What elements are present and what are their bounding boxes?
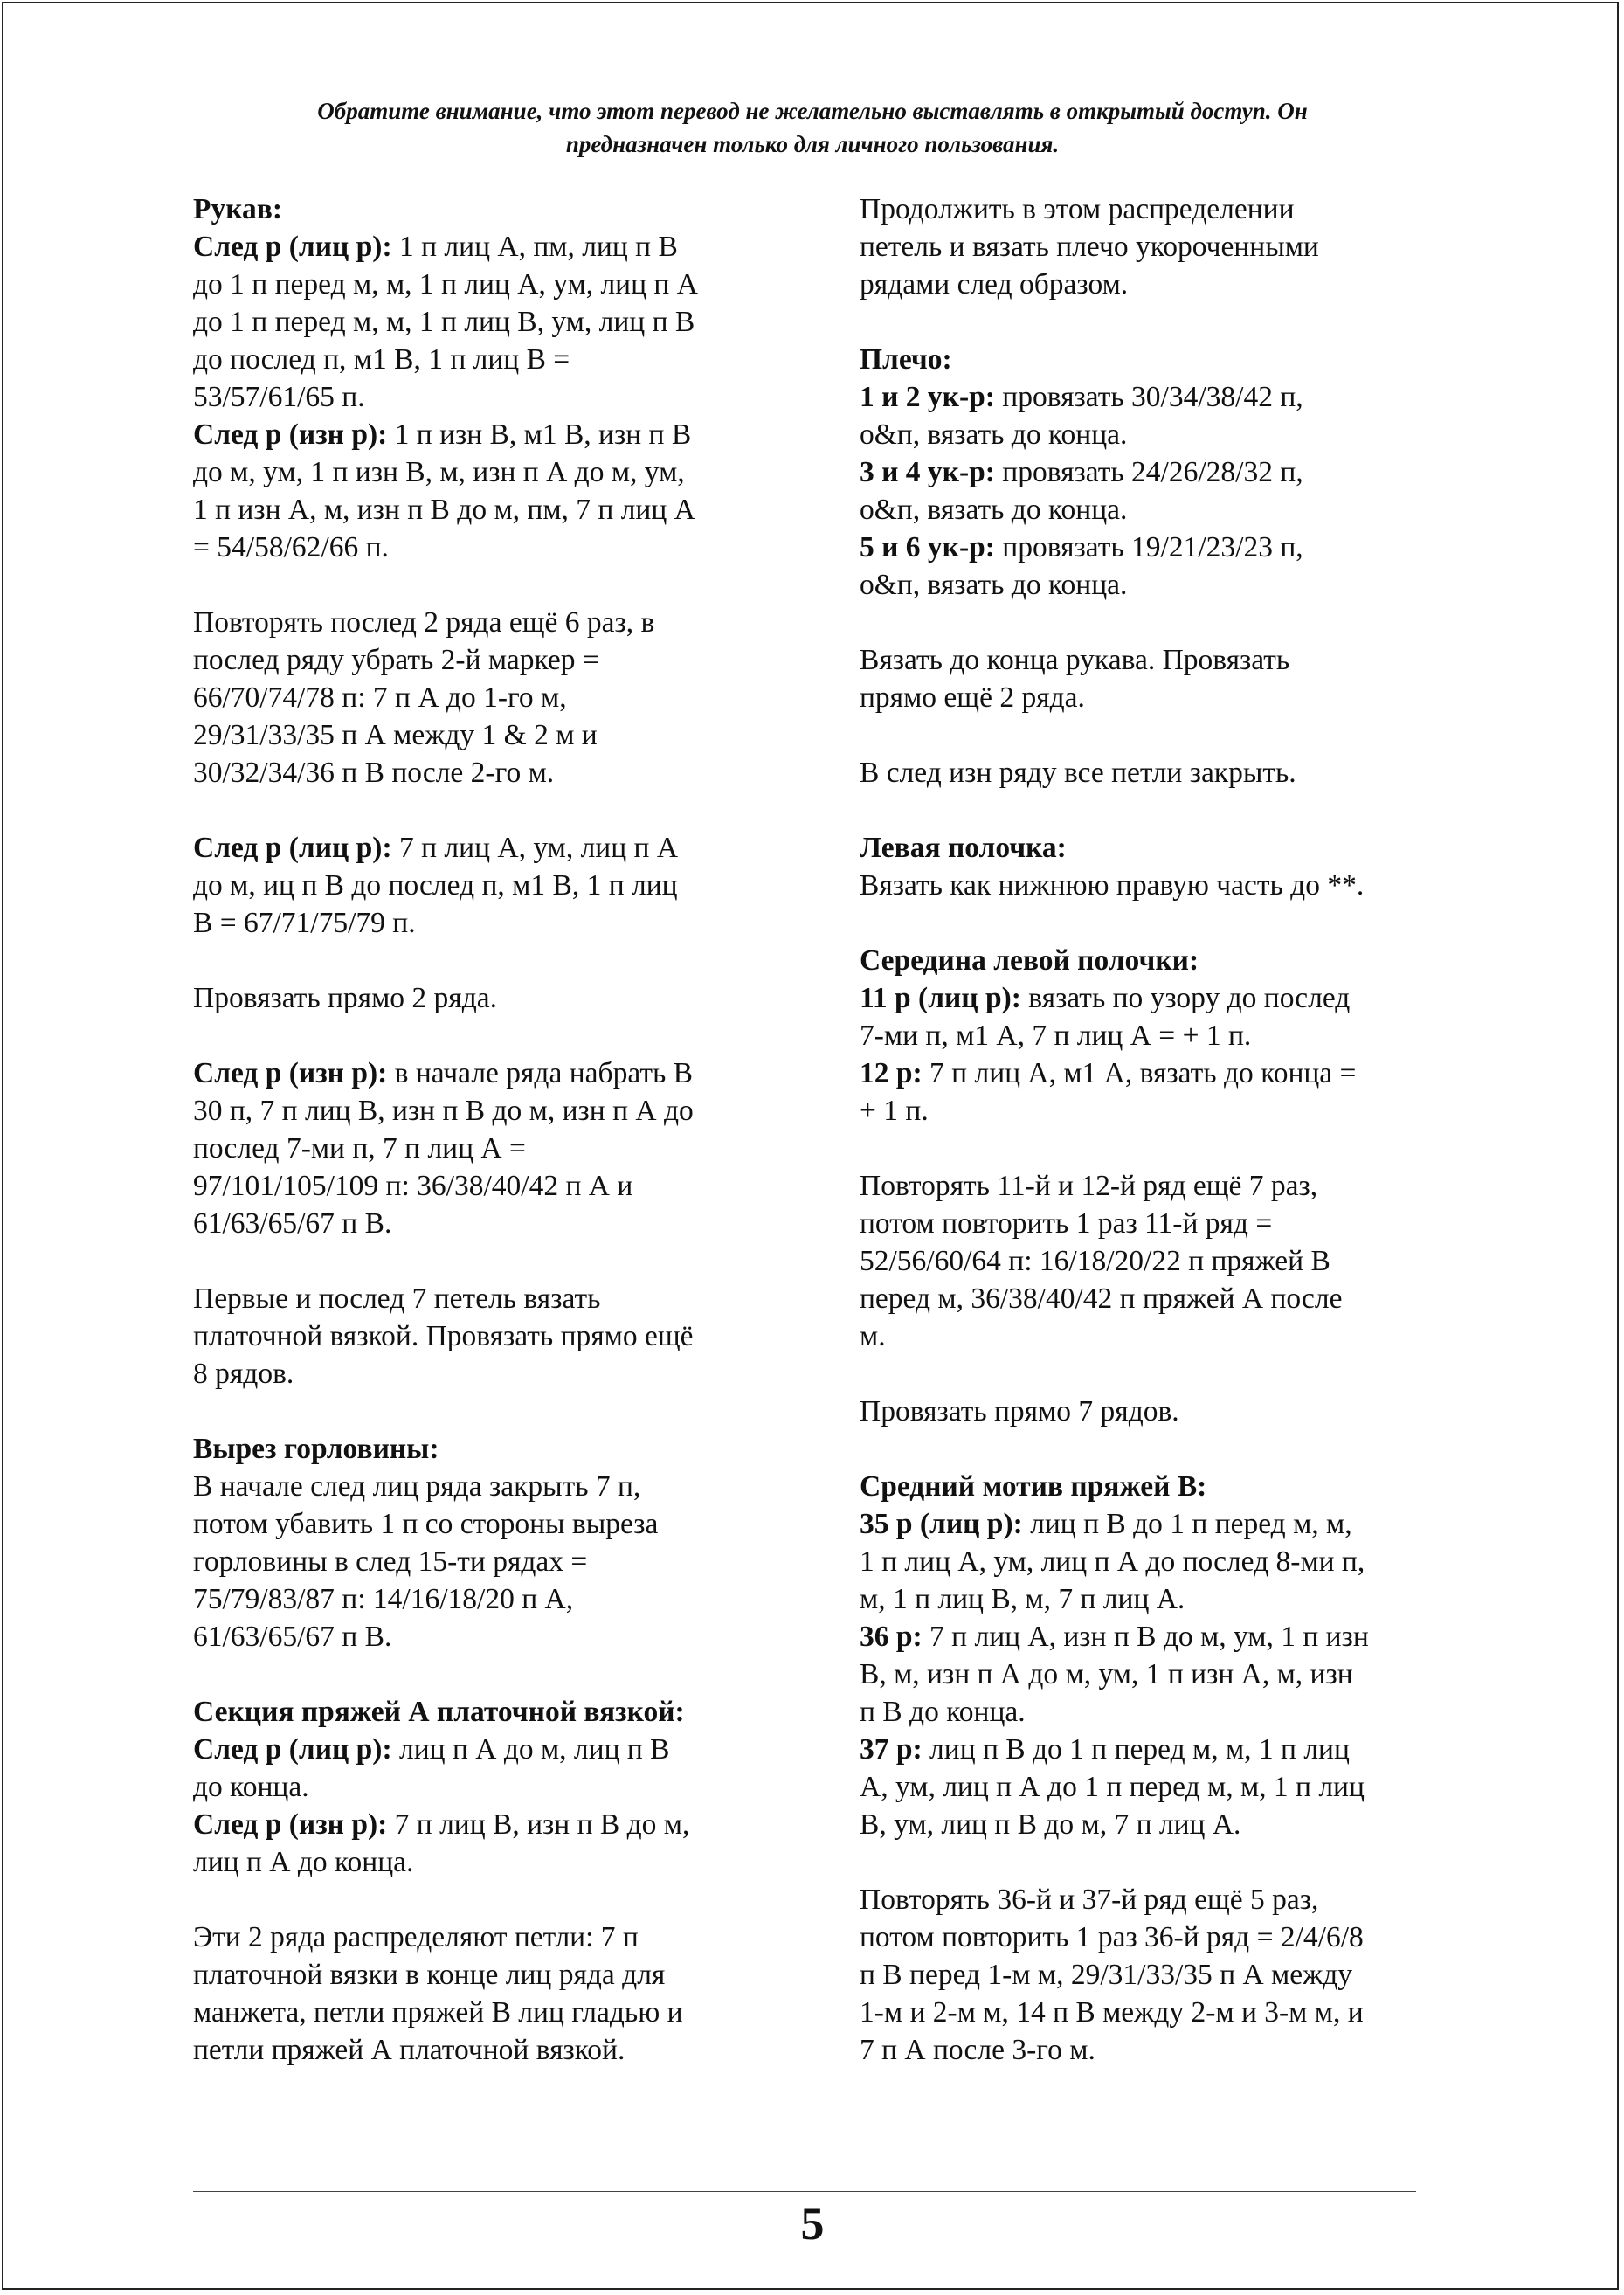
instruction-line	[860, 979, 1454, 1017]
row-label: След р (лиц р):	[193, 832, 392, 864]
instruction-line: м, 1 п лиц В, м, 7 п лиц А.	[860, 1583, 1185, 1615]
instruction-line	[860, 1505, 1454, 1543]
instruction-line: м.	[860, 1320, 886, 1352]
instruction-line	[193, 1731, 787, 1768]
instruction-line: Повторять послед 2 ряда ещё 6 раз, в	[193, 606, 655, 639]
instruction-line: 61/63/65/67 п В.	[193, 1207, 392, 1240]
instruction-line: потом убавить 1 п со стороны выреза	[193, 1508, 659, 1540]
instruction-line: 61/63/65/67 п В.	[193, 1621, 392, 1653]
instruction-line: А, ум, лиц п А до 1 п перед м, м, 1 п лиц	[860, 1771, 1365, 1803]
instruction-line: 7-ми п, м1 А, 7 п лиц А = + 1 п.	[860, 1020, 1252, 1052]
row-label: 1 и 2 ук-р:	[860, 381, 995, 413]
instruction-line	[860, 378, 1454, 416]
instruction-line: петель и вязать плечо укороченными	[860, 231, 1319, 263]
row-label: 5 и 6 ук-р:	[860, 531, 995, 563]
section-heading-mid-left-front: Середина левой полочки:	[860, 944, 1199, 977]
paragraph-gap	[860, 303, 1454, 341]
instruction-line: 53/57/61/65 п.	[193, 381, 365, 413]
instruction-text: провязать 24/26/28/32 п,	[994, 456, 1303, 488]
instruction-line: + 1 п.	[860, 1095, 929, 1127]
row-label: След р (изн р):	[193, 1808, 388, 1841]
instruction-line: до 1 п перед м, м, 1 п лиц В, ум, лиц п В	[193, 306, 695, 338]
instruction-line: послед 7-ми п, 7 п лиц А =	[193, 1132, 526, 1165]
instruction-text: провязать 19/21/23/23 п,	[994, 531, 1303, 563]
instruction-line: В, м, изн п А до м, ум, 1 п изн А, м, изн	[860, 1658, 1353, 1690]
instruction-line: до м, ум, 1 п изн В, м, изн п А до м, ум,	[193, 456, 685, 488]
instruction-line: горловины в след 15-ти рядах =	[193, 1545, 588, 1578]
paragraph-gap	[860, 716, 1454, 754]
instruction-line	[860, 1054, 1454, 1092]
instruction-line: до послед п, м1 В, 1 п лиц В =	[193, 343, 570, 376]
row-label: 3 и 4 ук-р:	[860, 456, 995, 488]
paragraph-gap	[860, 1130, 1454, 1167]
instruction-line: платочной вязки в конце лиц ряда для	[193, 1959, 666, 1991]
instruction-line: потом повторить 1 раз 11-й ряд =	[860, 1207, 1273, 1240]
section-heading-center-motif: Средний мотив пряжей В:	[860, 1470, 1207, 1503]
section-heading-sleeve: Рукав:	[193, 193, 283, 225]
instruction-line: потом повторить 1 раз 36-й ряд = 2/4/6/8	[860, 1921, 1364, 1953]
paragraph-gap	[860, 604, 1454, 641]
instruction-line	[193, 228, 787, 266]
instruction-line: 97/101/105/109 п: 36/38/40/42 п А и	[193, 1170, 633, 1202]
instruction-text: 1 п лиц А, пм, лиц п В	[391, 231, 678, 263]
instruction-line: послед ряду убрать 2-й маркер =	[193, 644, 599, 676]
instruction-text: лиц п В до 1 п перед м, м,	[1022, 1508, 1352, 1540]
footer-divider	[193, 2191, 1416, 2192]
instruction-line	[860, 1618, 1454, 1656]
instruction-line: Первые и послед 7 петель вязать	[193, 1282, 601, 1315]
instruction-line: перед м, 36/38/40/42 п пряжей А после	[860, 1282, 1343, 1315]
row-label: След р (лиц р):	[193, 231, 392, 263]
instruction-line: 30/32/34/36 п В после 2-го м.	[193, 757, 555, 789]
row-label: 35 р (лиц р):	[860, 1508, 1023, 1540]
instruction-line: платочной вязкой. Провязать прямо ещё	[193, 1320, 694, 1352]
paragraph-gap	[860, 904, 1454, 942]
section-heading-neckline: Вырез горловины:	[193, 1433, 439, 1465]
paragraph-gap	[193, 1393, 787, 1430]
instruction-line: = 54/58/62/66 п.	[193, 531, 389, 563]
instruction-line	[860, 453, 1454, 491]
instruction-line: 1-м и 2-м м, 14 п В между 2-м и 3-м м, и	[860, 1996, 1364, 2029]
instruction-line: В начале след лиц ряда закрыть 7 п,	[193, 1470, 641, 1503]
instruction-line: 52/56/60/64 п: 16/18/20/22 п пряжей В	[860, 1245, 1330, 1277]
instruction-line	[193, 1806, 787, 1843]
instruction-line: 1 п лиц А, ум, лиц п А до послед 8-ми п,	[860, 1545, 1365, 1578]
instruction-line: о&п, вязать до конца.	[860, 494, 1128, 526]
instruction-text: 7 п лиц А, м1 А, вязать до конца =	[922, 1057, 1357, 1089]
instruction-line: 8 рядов.	[193, 1358, 294, 1390]
paragraph-gap	[193, 1656, 787, 1693]
instruction-text: 7 п лиц А, ум, лиц п А	[391, 832, 679, 864]
paragraph-gap	[860, 791, 1454, 829]
instruction-line: рядами след образом.	[860, 268, 1129, 301]
instruction-line: Вязать до конца рукава. Провязать	[860, 644, 1290, 676]
row-label: След р (изн р):	[193, 1057, 388, 1089]
instruction-line: Эти 2 ряда распределяют петли: 7 п	[193, 1921, 639, 1953]
instruction-line	[860, 529, 1454, 566]
instruction-line: 30 п, 7 п лиц В, изн п В до м, изн п А до	[193, 1095, 694, 1127]
notice-line: предназначен только для личного пользования.	[565, 131, 1060, 157]
right-column	[860, 190, 1454, 2069]
instruction-line: Провязать прямо 7 рядов.	[860, 1395, 1179, 1427]
paragraph-gap	[860, 1355, 1454, 1393]
usage-notice	[166, 94, 1459, 161]
instruction-text: провязать 30/34/38/42 п,	[994, 381, 1303, 413]
paragraph-gap	[860, 1430, 1454, 1468]
instruction-line	[860, 1731, 1454, 1768]
instruction-text: 7 п лиц В, изн п В до м,	[387, 1808, 690, 1841]
instruction-text: вязать по узору до послед	[1020, 982, 1351, 1014]
instruction-line: п В перед 1-м м, 29/31/33/35 п А между	[860, 1959, 1353, 1991]
instruction-text: лиц п В до 1 п перед м, м, 1 п лиц	[922, 1733, 1350, 1766]
instruction-text: лиц п А до м, лиц п В	[391, 1733, 670, 1766]
paragraph-gap	[193, 791, 787, 829]
instruction-line: В след изн ряду все петли закрыть.	[860, 757, 1296, 789]
instruction-line: до м, иц п В до послед п, м1 В, 1 п лиц	[193, 869, 678, 902]
paragraph-gap	[193, 566, 787, 604]
instruction-line: прямо ещё 2 ряда.	[860, 681, 1085, 714]
paragraph-gap	[193, 1017, 787, 1054]
instruction-line: п В до конца.	[860, 1696, 1026, 1728]
notice-line: Обратите внимание, что этот перевод не желательно выставлять в открытый доступ. Он	[317, 98, 1308, 124]
instruction-text: 1 п изн В, м1 В, изн п В	[387, 418, 692, 451]
paragraph-gap	[860, 1843, 1454, 1881]
instruction-line: Повторять 36-й и 37-й ряд ещё 5 раз,	[860, 1884, 1319, 1916]
left-column	[193, 190, 787, 2069]
instruction-line	[193, 1054, 787, 1092]
instruction-line: лиц п А до конца.	[193, 1846, 414, 1878]
paragraph-gap	[193, 942, 787, 979]
instruction-line: 66/70/74/78 п: 7 п А до 1-го м,	[193, 681, 567, 714]
instruction-line	[193, 829, 787, 867]
paragraph-gap	[193, 1881, 787, 1918]
instruction-line: 75/79/83/87 п: 14/16/18/20 п А,	[193, 1583, 574, 1615]
instruction-line: петли пряжей А платочной вязкой.	[193, 2034, 625, 2066]
page-number: 5	[800, 2197, 825, 2250]
instruction-line: Повторять 11-й и 12-й ряд ещё 7 раз,	[860, 1170, 1318, 1202]
row-label: 37 р:	[860, 1733, 923, 1766]
row-label: След р (изн р):	[193, 418, 388, 451]
section-heading-shoulder: Плечо:	[860, 343, 952, 376]
paragraph-gap	[193, 1242, 787, 1280]
instruction-line	[193, 416, 787, 453]
section-heading-left-front: Левая полочка:	[860, 832, 1067, 864]
instruction-line: В, ум, лиц п В до м, 7 п лиц А.	[860, 1808, 1241, 1841]
instruction-line: Продолжить в этом распределении	[860, 193, 1295, 225]
row-label: 11 р (лиц р):	[860, 982, 1021, 1014]
instruction-line: о&п, вязать до конца.	[860, 569, 1128, 601]
instruction-line: до 1 п перед м, м, 1 п лиц А, ум, лиц п А	[193, 268, 698, 301]
instruction-line: В = 67/71/75/79 п.	[193, 907, 416, 939]
instruction-line: 29/31/33/35 п А между 1 & 2 м и	[193, 719, 598, 751]
instruction-text: 7 п лиц А, изн п В до м, ум, 1 п изн	[922, 1621, 1369, 1653]
instruction-line: до конца.	[193, 1771, 309, 1803]
instruction-line: манжета, петли пряжей В лиц гладью и	[193, 1996, 683, 2029]
instruction-line: о&п, вязать до конца.	[860, 418, 1128, 451]
instruction-line: Провязать прямо 2 ряда.	[193, 982, 497, 1014]
row-label: 36 р:	[860, 1621, 923, 1653]
instruction-text: в начале ряда набрать В	[387, 1057, 693, 1089]
row-label: След р (лиц р):	[193, 1733, 392, 1766]
row-label: 12 р:	[860, 1057, 923, 1089]
instruction-line: 7 п А после 3-го м.	[860, 2034, 1095, 2066]
section-heading-garter: Секция пряжей А платочной вязкой:	[193, 1696, 685, 1728]
instruction-line: Вязать как нижнюю правую часть до **.	[860, 869, 1365, 902]
instruction-line: 1 п изн А, м, изн п В до м, пм, 7 п лиц А	[193, 494, 695, 526]
